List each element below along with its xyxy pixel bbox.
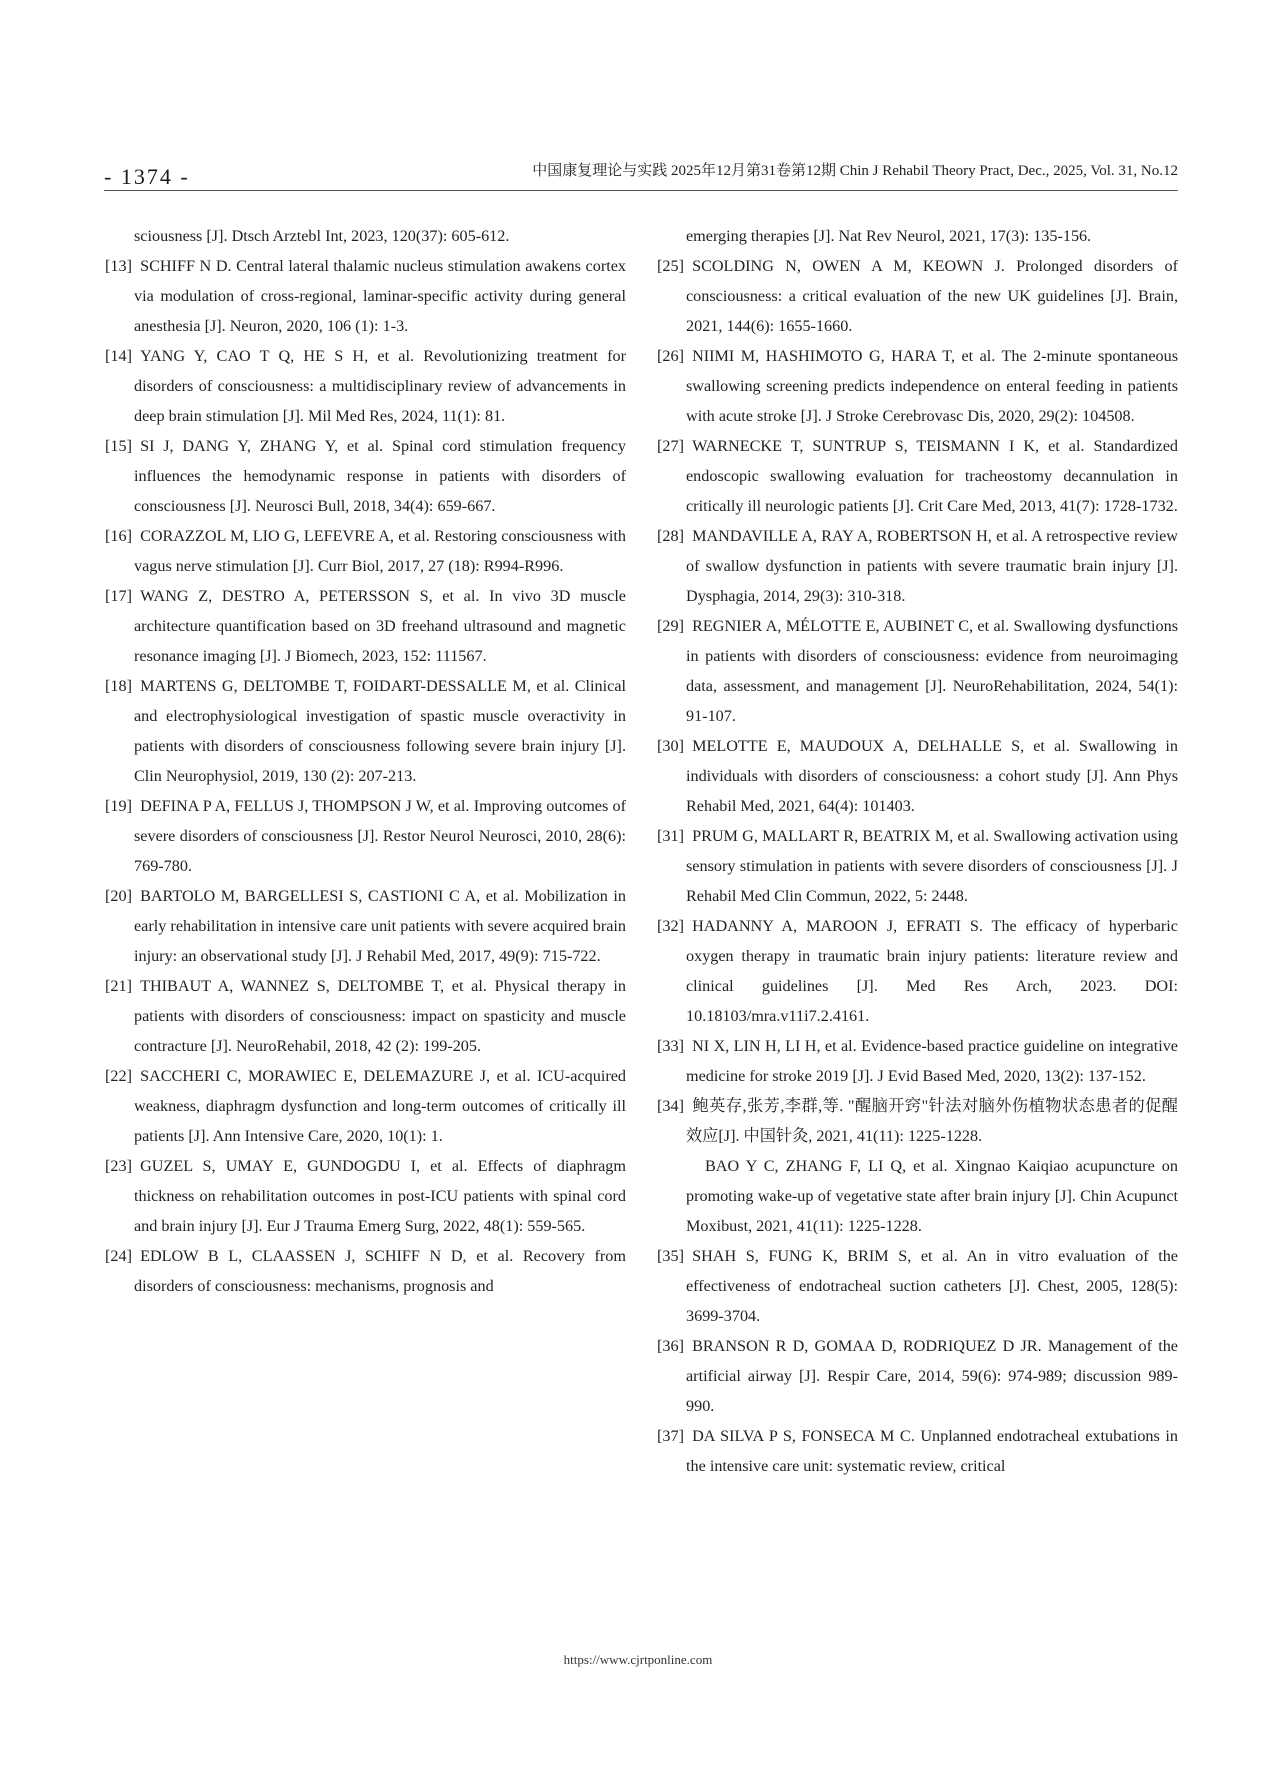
reference-entry — [657, 1241, 1178, 1331]
reference-entry — [105, 221, 626, 251]
reference-entry — [105, 431, 626, 521]
reference-text: WARNECKE T, SUNTRUP S, TEISMANN I K, et al. Standardized endoscopic swallowing evaluation for tracheostomy decannulation in critically ill neurologic patients [J]. Crit Care Med, 2013, 41(7): 1728-1732. — [686, 437, 1178, 515]
reference-text: NIIMI M, HASHIMOTO G, HARA T, et al. The 2-minute spontaneous swallowing screening predicts independence on enteral feeding in patients with acute stroke [J]. J Stroke Cerebrovasc Dis, 2020, 29(2): 104508. — [686, 347, 1178, 425]
reference-number: [20] — [105, 887, 141, 905]
reference-text: SCOLDING N, OWEN A M, KEOWN J. Prolonged disorders of consciousness: a critical evaluation of the new UK guidelines [J]. Brain, 2021, 144(6): 1655-1660. — [686, 257, 1178, 335]
reference-text: BAO Y C, ZHANG F, LI Q, et al. Xingnao Kaiqiao acupuncture on promoting wake-up of vegetative state after brain injury [J]. Chin Acupunct Moxibust, 2021, 41(11): 1225-1228. — [686, 1157, 1178, 1235]
reference-number: [23] — [105, 1157, 141, 1175]
reference-entry — [657, 611, 1178, 731]
reference-entry — [105, 1061, 626, 1151]
reference-entry — [105, 881, 626, 971]
reference-number: [14] — [105, 347, 141, 365]
reference-entry — [657, 431, 1178, 521]
reference-entry — [657, 221, 1178, 251]
reference-number: [29] — [657, 617, 693, 635]
reference-text: DEFINA P A, FELLUS J, THOMPSON J W, et al. Improving outcomes of severe disorders of consciousness [J]. Restor Neurol Neurosci, 2010, 28(6): 769-780. — [134, 797, 626, 875]
reference-text: MELOTTE E, MAUDOUX A, DELHALLE S, et al. Swallowing in individuals with disorders of consciousness: a cohort study [J]. Ann Phys Rehabil Med, 2021, 64(4): 101403. — [686, 737, 1178, 815]
reference-entry — [105, 521, 626, 581]
reference-number: [34] — [657, 1097, 693, 1115]
reference-entry — [105, 1151, 626, 1241]
reference-entry — [105, 341, 626, 431]
reference-entry — [657, 821, 1178, 911]
reference-text: SI J, DANG Y, ZHANG Y, et al. Spinal cord stimulation frequency influences the hemodynamic response in patients with disorders of consciousness [J]. Neurosci Bull, 2018, 34(4): 659-667. — [134, 437, 626, 515]
reference-number: [32] — [657, 917, 693, 935]
reference-entry — [105, 251, 626, 341]
reference-number: [33] — [657, 1037, 693, 1055]
reference-number: [30] — [657, 737, 693, 755]
reference-number: [24] — [105, 1247, 141, 1265]
reference-number: [15] — [105, 437, 141, 455]
reference-number: [25] — [657, 257, 693, 275]
reference-entry — [657, 251, 1178, 341]
page-number: - 1374 - — [104, 164, 190, 189]
reference-number: [16] — [105, 527, 141, 545]
reference-text: EDLOW B L, CLAASSEN J, SCHIFF N D, et al. Recovery from disorders of consciousness: mechanisms, prognosis and — [134, 1247, 626, 1295]
reference-entry — [657, 521, 1178, 611]
reference-entry — [105, 581, 626, 671]
running-head: 中国康复理论与实践 2025年12月第31卷第12期 Chin J Rehabil Theory Pract, Dec., 2025, Vol. 31, No.12 — [532, 163, 1178, 179]
reference-text: WANG Z, DESTRO A, PETERSSON S, et al. In vivo 3D muscle architecture quantification based on 3D freehand ultrasound and magnetic resonance imaging [J]. J Biomech, 2023, 152: 111567. — [134, 587, 626, 665]
reference-text: emerging therapies [J]. Nat Rev Neurol, 2021, 17(3): 135-156. — [686, 227, 1092, 245]
reference-text: REGNIER A, MÉLOTTE E, AUBINET C, et al. Swallowing dysfunctions in patients with disorders of consciousness: evidence from neuroimaging data, assessment, and management [J]. NeuroRehabilitation, 2024, 54(1): 91-107. — [686, 617, 1178, 725]
reference-entry — [657, 911, 1178, 1031]
reference-number: [37] — [657, 1427, 693, 1445]
reference-text: MANDAVILLE A, RAY A, ROBERTSON H, et al. A retrospective review of swallow dysfunction in patients with severe traumatic brain injury [J]. Dysphagia, 2014, 29(3): 310-318. — [686, 527, 1178, 605]
reference-number: [35] — [657, 1247, 693, 1265]
reference-entry — [657, 1151, 1178, 1241]
reference-number: [36] — [657, 1337, 693, 1355]
reference-entry — [657, 731, 1178, 821]
reference-number: [13] — [105, 257, 141, 275]
reference-number: [31] — [657, 827, 693, 845]
reference-number: [19] — [105, 797, 141, 815]
reference-number: [28] — [657, 527, 693, 545]
reference-text: GUZEL S, UMAY E, GUNDOGDU I, et al. Effects of diaphragm thickness on rehabilitation outcomes in post-ICU patients with spinal cord and brain injury [J]. Eur J Trauma Emerg Surg, 2022, 48(1): 559-565. — [134, 1157, 626, 1235]
reference-number: [17] — [105, 587, 141, 605]
reference-number: [21] — [105, 977, 141, 995]
reference-number: [18] — [105, 677, 141, 695]
reference-text: SCHIFF N D. Central lateral thalamic nucleus stimulation awakens cortex via modulation of cross-regional, laminar-specific activity during general anesthesia [J]. Neuron, 2020, 106 (1): 1-3. — [134, 257, 626, 335]
reference-text: CORAZZOL M, LIO G, LEFEVRE A, et al. Restoring consciousness with vagus nerve stimulation [J]. Curr Biol, 2017, 27 (18): R994-R996. — [134, 527, 626, 575]
reference-number: [26] — [657, 347, 693, 365]
reference-text: BARTOLO M, BARGELLESI S, CASTIONI C A, et al. Mobilization in early rehabilitation in intensive care unit patients with severe acquired brain injury: an observational study [J]. J Rehabil Med, 2017, 49(9): 715-722. — [134, 887, 626, 965]
footer-url: https://www.cjrtponline.com — [563, 1652, 713, 1667]
reference-entry — [657, 1421, 1178, 1481]
reference-entry — [657, 1331, 1178, 1421]
reference-entry — [105, 1241, 626, 1301]
reference-column-right — [657, 221, 1178, 1481]
reference-entry — [105, 671, 626, 791]
reference-text: SACCHERI C, MORAWIEC E, DELEMAZURE J, et al. ICU-acquired weakness, diaphragm dysfunction and long-term outcomes of critically ill patients [J]. Ann Intensive Care, 2020, 10(1): 1. — [134, 1067, 626, 1145]
reference-entry — [657, 1091, 1178, 1151]
reference-text: BRANSON R D, GOMAA D, RODRIQUEZ D JR. Management of the artificial airway [J]. Respir Care, 2014, 59(6): 974-989; discussion 989-990. — [686, 1337, 1178, 1415]
reference-number: [27] — [657, 437, 693, 455]
reference-entry — [657, 1031, 1178, 1091]
reference-text: YANG Y, CAO T Q, HE S H, et al. Revolutionizing treatment for disorders of consciousness: a multidisciplinary review of advancements in deep brain stimulation [J]. Mil Med Res, 2024, 11(1): 81. — [134, 347, 626, 425]
reference-text: DA SILVA P S, FONSECA M C. Unplanned endotracheal extubations in the intensive care unit: systematic review, critical — [686, 1427, 1178, 1475]
reference-entry — [105, 971, 626, 1061]
header-rule — [104, 190, 1178, 191]
reference-text: NI X, LIN H, LI H, et al. Evidence-based practice guideline on integrative medicine for stroke 2019 [J]. J Evid Based Med, 2020, 13(2): 137-152. — [686, 1037, 1178, 1085]
reference-column-left — [105, 221, 626, 1301]
reference-number: [22] — [105, 1067, 141, 1085]
reference-text: HADANNY A, MAROON J, EFRATI S. The efficacy of hyperbaric oxygen therapy in traumatic brain injury patients: literature review and clinical guidelines [J]. Med Res Arch, 2023. DOI: 10.18103/mra.v11i7.2.4161. — [686, 917, 1178, 1025]
reference-text: sciousness [J]. Dtsch Arztebl Int, 2023, 120(37): 605-612. — [134, 227, 510, 245]
reference-text: SHAH S, FUNG K, BRIM S, et al. An in vitro evaluation of the effectiveness of endotracheal suction catheters [J]. Chest, 2005, 128(5): 3699-3704. — [686, 1247, 1178, 1325]
reference-text: 鲍英存,张芳,李群,等. "醒脑开窍"针法对脑外伤植物状态患者的促醒效应[J]. 中国针灸, 2021, 41(11): 1225-1228. — [686, 1097, 1178, 1145]
reference-entry — [105, 791, 626, 881]
reference-text: THIBAUT A, WANNEZ S, DELTOMBE T, et al. Physical therapy in patients with disorders of consciousness: impact on spasticity and muscle contracture [J]. NeuroRehabil, 2018, 42 (2): 199-205. — [134, 977, 626, 1055]
reference-text: PRUM G, MALLART R, BEATRIX M, et al. Swallowing activation using sensory stimulation in patients with severe disorders of consciousness [J]. J Rehabil Med Clin Commun, 2022, 5: 2448. — [686, 827, 1178, 905]
reference-text: MARTENS G, DELTOMBE T, FOIDART-DESSALLE M, et al. Clinical and electrophysiological investigation of spastic muscle overactivity in patients with disorders of consciousness following severe brain injury [J]. Clin Neurophysiol, 2019, 130 (2): 207-213. — [134, 677, 626, 785]
reference-entry — [657, 341, 1178, 431]
